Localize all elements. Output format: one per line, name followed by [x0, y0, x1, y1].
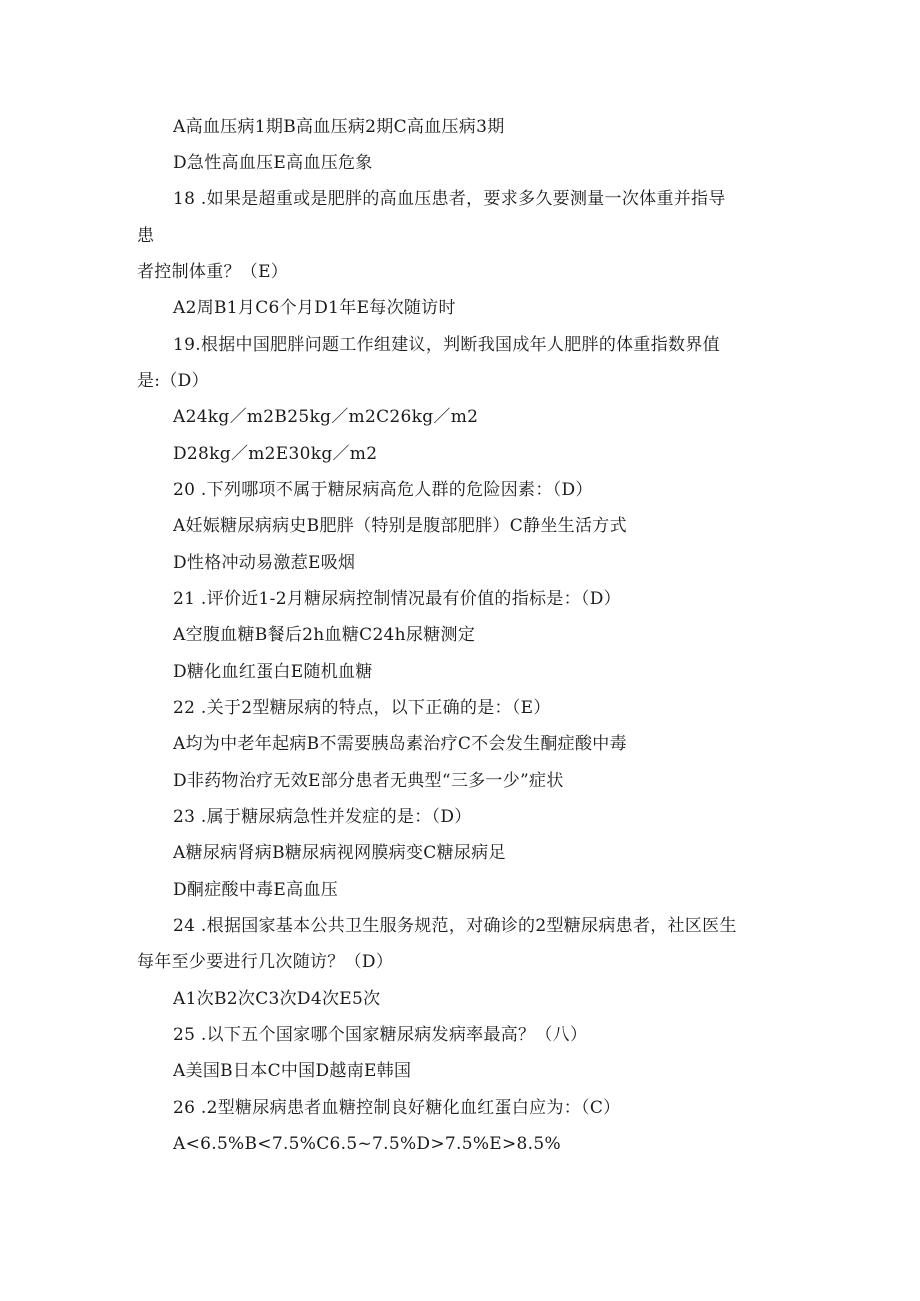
question-18: 18 .如果是超重或是肥胖的高血压患者，要求多久要测量一次体重并指导 [173, 189, 726, 209]
question-18-continued: 患 [137, 226, 155, 246]
answer-options-line: D性格冲动易激惹E吸烟 [173, 553, 356, 573]
answer-options-line: D酮症酸中毒E高血压 [173, 880, 339, 900]
answer-options-line: A糖尿病肾病B糖尿病视网膜病变C糖尿病足 [173, 843, 506, 863]
answer-options-line: A2周B1月C6个月D1年E每次随访时 [173, 298, 456, 318]
question-26: 26 .2型糖尿病患者血糖控制良好糖化血红蛋白应为：（C） [173, 1098, 621, 1118]
question-25: 25 .以下五个国家哪个国家糖尿病发病率最高？（八） [173, 1025, 588, 1045]
question-22: 22 .关于2型糖尿病的特点，以下正确的是：（E） [173, 698, 551, 718]
answer-options-line: D28kg／m2E30kg／m2 [173, 444, 378, 464]
answer-options-line: A空腹血糖B餐后2h血糖C24h尿糖测定 [173, 625, 476, 645]
question-20: 20 .下列哪项不属于糖尿病高危人群的危险因素：（D） [173, 480, 593, 500]
answer-options-line: D糖化血红蛋白E随机血糖 [173, 662, 373, 682]
question-24-continued: 每年至少要进行几次随访？（D） [137, 952, 394, 972]
answer-options-line: A<6.5%B<7.5%C6.5~7.5%D>7.5%E>8.5% [173, 1134, 561, 1154]
answer-options-line: A美国B日本C中国D越南E韩国 [173, 1061, 412, 1081]
question-24: 24 .根据国家基本公共卫生服务规范，对确诊的2型糖尿病患者，社区医生 [173, 916, 737, 936]
answer-options-line: A24kg／m2B25kg／m2C26kg／m2 [173, 407, 479, 427]
answer-options-line: A1次B2次C3次D4次E5次 [173, 989, 381, 1009]
question-19: 19.根据中国肥胖问题工作组建议，判断我国成年人肥胖的体重指数界值 [173, 335, 720, 355]
answer-options-line: A高血压病1期B高血压病2期C高血压病3期 [173, 117, 505, 137]
question-19-continued: 是:（D） [137, 371, 209, 391]
question-18-continued: 者控制体重？（E） [137, 262, 289, 282]
answer-options-line: A妊娠糖尿病病史B肥胖（特别是腹部肥胖）C静坐生活方式 [173, 516, 627, 536]
question-23: 23 .属于糖尿病急性并发症的是：（D） [173, 807, 472, 827]
question-21: 21 .评价近1-2月糖尿病控制情况最有价值的指标是：（D） [173, 589, 621, 609]
answer-options-line: D急性高血压E高血压危象 [173, 153, 373, 173]
answer-options-line: A均为中老年起病B不需要胰岛素治疗C不会发生酮症酸中毒 [173, 734, 627, 754]
answer-options-line: D非药物治疗无效E部分患者无典型“三多一少”症状 [173, 771, 564, 791]
